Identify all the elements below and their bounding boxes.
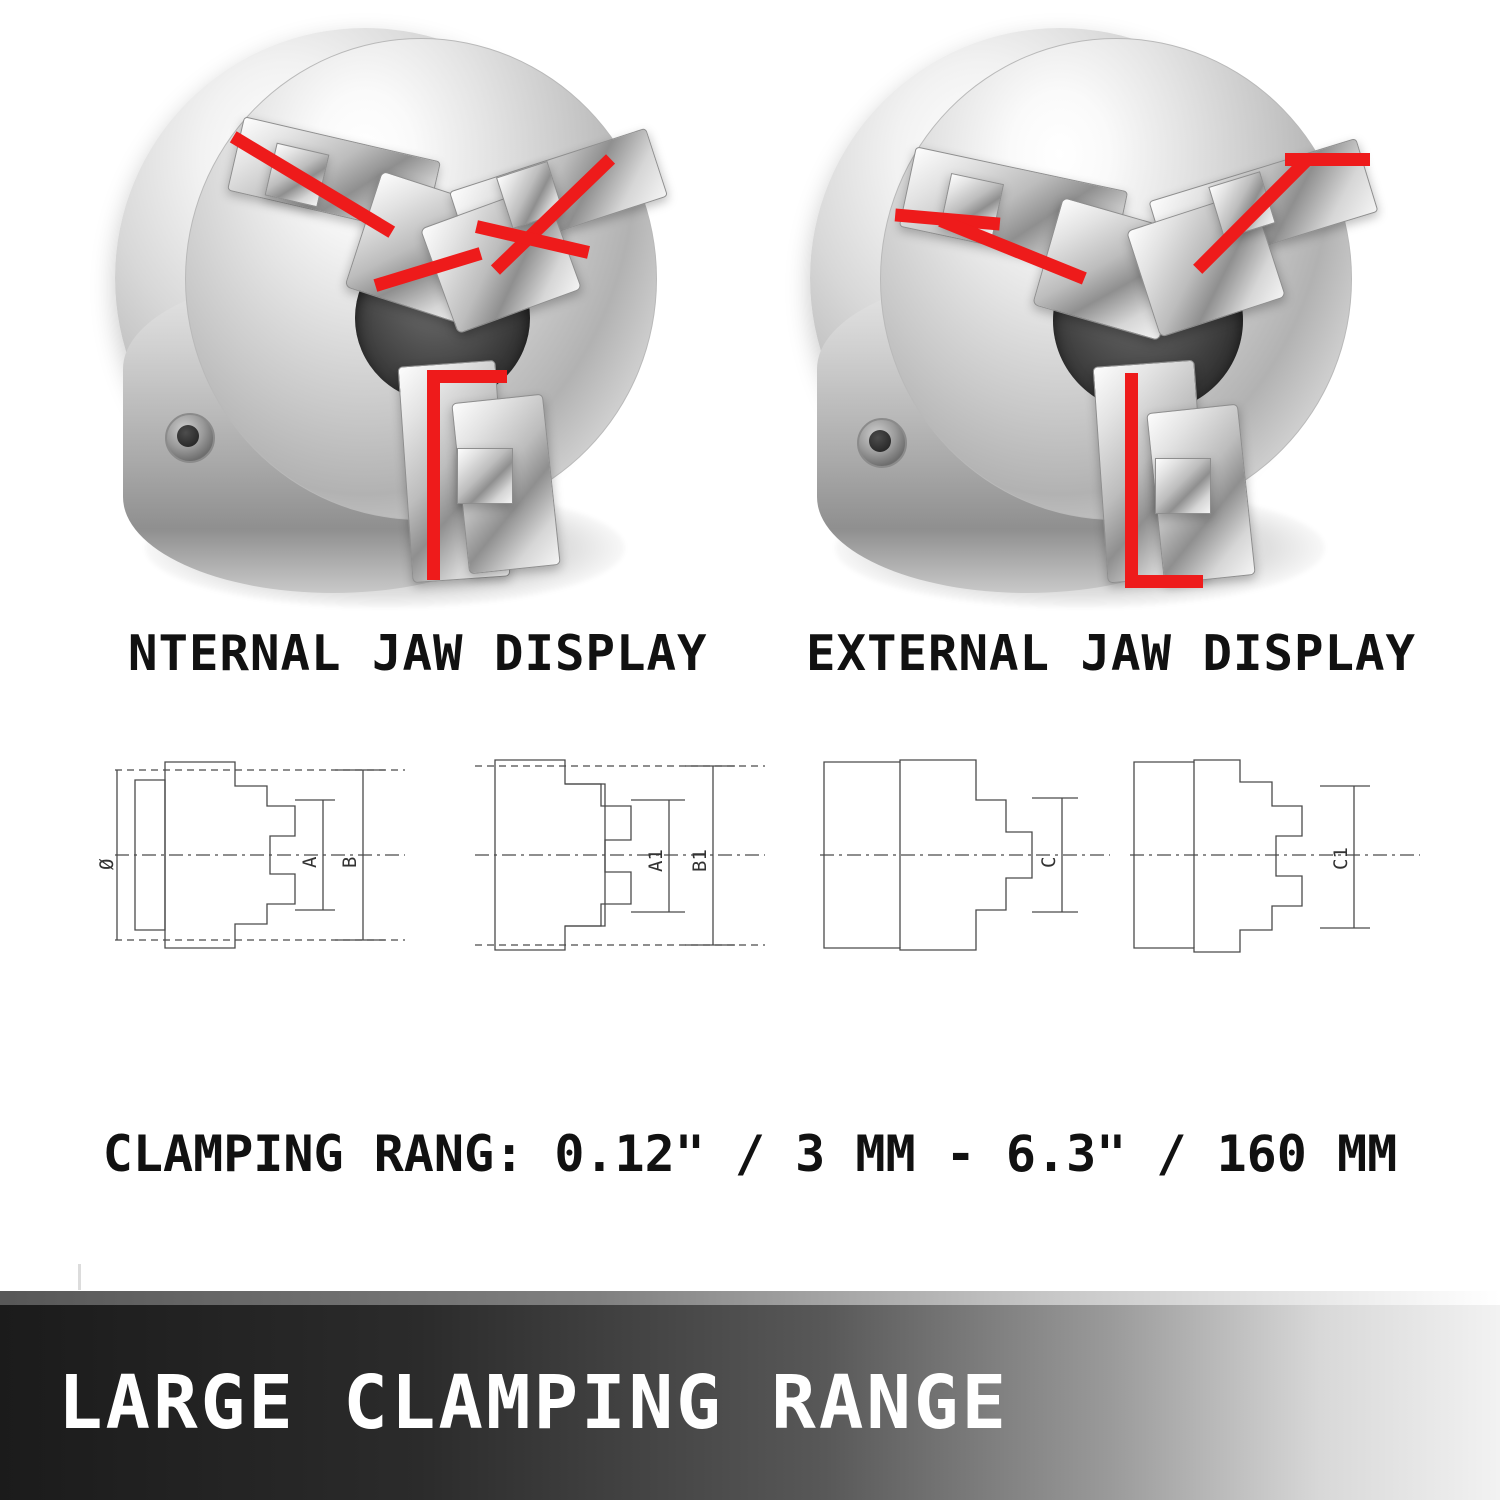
internal-jaw-caption: NTERNAL JAW DISPLAY (128, 625, 708, 682)
drawing-label: C1 (1330, 847, 1352, 870)
drawing-3 (800, 740, 1130, 970)
drawing-1 (95, 740, 425, 970)
annotation-arrow (427, 370, 507, 383)
banner-title: LARGE CLAMPING RANGE (58, 1359, 1010, 1446)
annotation-arrow (1125, 575, 1203, 588)
external-jaw-photo (795, 18, 1395, 618)
drawing-2 (455, 740, 785, 970)
annotation-arrow (1285, 153, 1370, 166)
set-screw (165, 413, 215, 463)
jaw-step (457, 448, 513, 504)
drawing-label: Ø (96, 858, 118, 870)
internal-jaw-photo (105, 18, 695, 618)
drawing-label: B (339, 856, 361, 868)
drawing-label: A (299, 856, 321, 868)
banner-tick (78, 1264, 81, 1290)
banner-top-edge (0, 1291, 1500, 1305)
drawing-label: C (1038, 856, 1060, 868)
annotation-arrow (1125, 373, 1138, 588)
bottom-banner (0, 1305, 1500, 1500)
clamping-range-text: CLAMPING RANG: 0.12" / 3 MM - 6.3" / 160 MM (102, 1125, 1398, 1183)
annotation-arrow (427, 370, 440, 580)
external-jaw-caption: EXTERNAL JAW DISPLAY (806, 625, 1417, 682)
jaw-step (1155, 458, 1211, 514)
drawing-label: A1 (645, 849, 667, 872)
drawing-label: B1 (689, 849, 711, 872)
set-screw (857, 418, 907, 468)
drawing-4 (1110, 740, 1440, 970)
